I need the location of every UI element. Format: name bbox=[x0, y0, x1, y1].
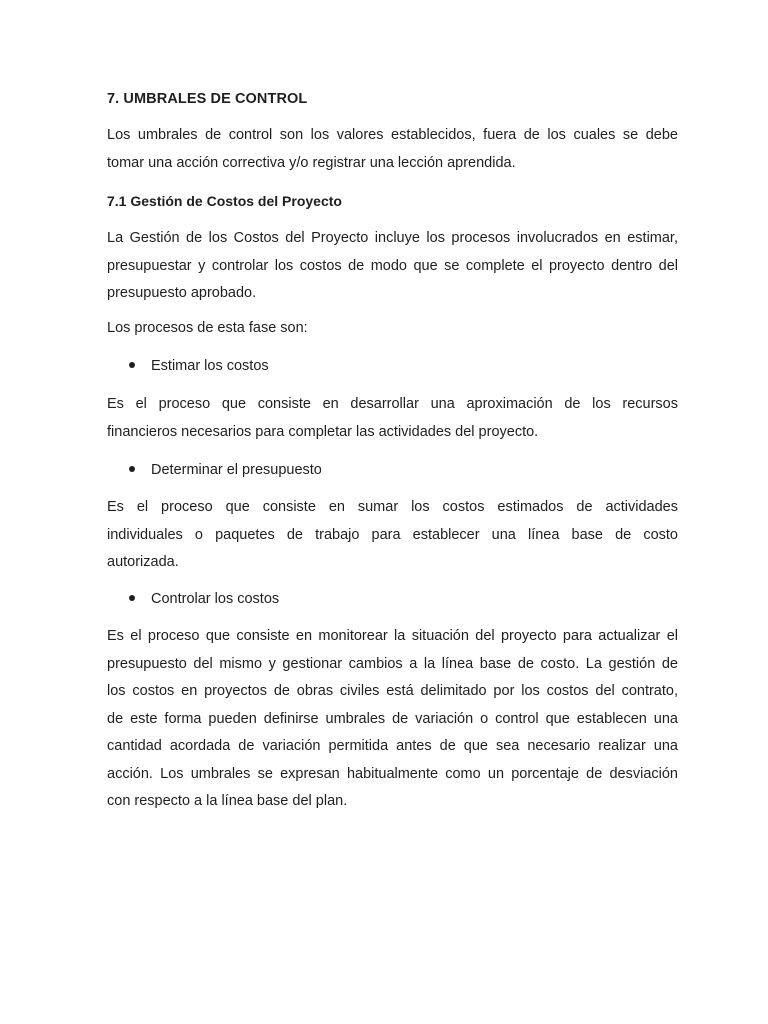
determinar-paragraph bbox=[107, 494, 678, 577]
paragraph-line: financieros necesarios para completar las actividades del proyecto. bbox=[107, 423, 539, 440]
paragraph-line: Los umbrales de control son los valores establecidos, fuera de los cuales se debe bbox=[107, 127, 678, 143]
bullet-item bbox=[129, 353, 269, 380]
paragraph-line: presupuestar y controlar los costos de modo que se complete el proyecto dentro del bbox=[107, 257, 678, 274]
paragraph-line: cantidad acordada de variación permitida antes de que sea necesario realizar una bbox=[107, 738, 678, 754]
paragraph-line: acción. Los umbrales se expresan habitualmente como un porcentaje de desviación bbox=[107, 765, 678, 782]
bullet-icon bbox=[129, 466, 135, 472]
paragraph-line: Es el proceso que consiste en desarrollar una aproximación de los recursos bbox=[107, 396, 678, 412]
paragraph-line: tomar una acción correctiva y/o registrar una lección aprendida. bbox=[107, 154, 516, 171]
procesos-intro: Los procesos de esta fase son: bbox=[107, 320, 308, 336]
section-heading: 7. UMBRALES DE CONTROL bbox=[107, 91, 308, 107]
bullet-label: Determinar el presupuesto bbox=[151, 462, 322, 478]
bullet-item bbox=[129, 586, 279, 613]
paragraph-line: La Gestión de los Costos del Proyecto incluye los procesos involucrados en estimar, bbox=[107, 230, 678, 246]
paragraph-line: de este forma pueden definirse umbrales de variación o control que establecen una bbox=[107, 710, 678, 727]
bullet-icon bbox=[129, 362, 135, 368]
paragraph-line: presupuesto del mismo y gestionar cambios a la línea base de costo. La gestión de bbox=[107, 655, 678, 672]
controlar-paragraph bbox=[107, 623, 678, 816]
bullet-label: Estimar los costos bbox=[151, 358, 269, 374]
paragraph-line: individuales o paquetes de trabajo para establecer una línea base de costo bbox=[107, 526, 678, 543]
paragraph-line: con respecto a la línea base del plan. bbox=[107, 793, 348, 809]
bullet-label: Controlar los costos bbox=[151, 591, 280, 607]
paragraph-line: los costos en proyectos de obras civiles está delimitado por los costos del contrato, bbox=[107, 683, 678, 699]
intro-paragraph bbox=[107, 122, 678, 177]
paragraph-line: autorizada. bbox=[107, 554, 179, 570]
bullet-icon bbox=[129, 595, 135, 601]
paragraph-line: Es el proceso que consiste en monitorear la situación del proyecto para actualizar el bbox=[107, 628, 678, 644]
subsection-heading: 7.1 Gestión de Costos del Proyecto bbox=[107, 193, 342, 209]
gestion-paragraph bbox=[107, 225, 678, 308]
estimar-paragraph bbox=[107, 391, 678, 446]
paragraph-line: presupuesto aprobado. bbox=[107, 285, 257, 301]
bullet-item bbox=[129, 457, 322, 484]
paragraph-line: Es el proceso que consiste en sumar los costos estimados de actividades bbox=[107, 499, 678, 515]
